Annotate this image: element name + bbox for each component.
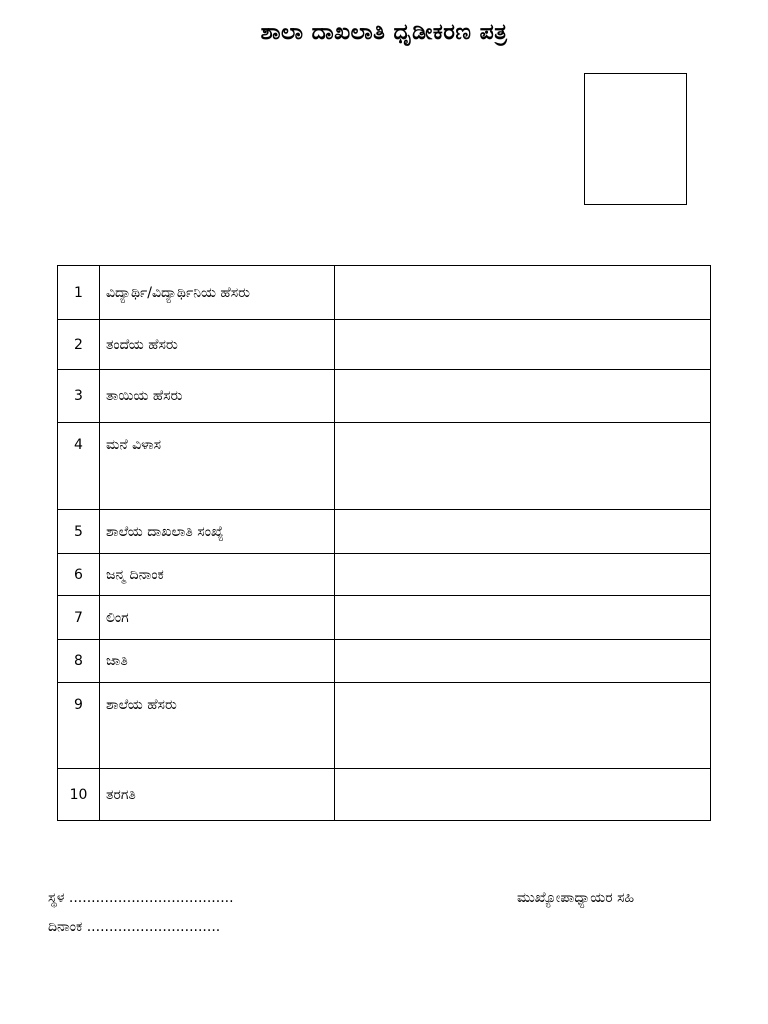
row-number: 9	[58, 683, 100, 769]
row-number: 7	[58, 596, 100, 640]
table-row	[58, 596, 711, 640]
row-value-field[interactable]	[335, 769, 711, 821]
row-number: 8	[58, 640, 100, 683]
table-row	[58, 266, 711, 320]
table-row	[58, 683, 711, 769]
photo-box	[584, 73, 687, 205]
row-value-field[interactable]	[335, 370, 711, 423]
row-number: 4	[58, 423, 100, 510]
row-label: ಜನ್ಮ ದಿನಾಂಕ	[100, 554, 335, 596]
row-number: 3	[58, 370, 100, 423]
table-row	[58, 554, 711, 596]
row-label: ಲಿಂಗ	[100, 596, 335, 640]
headmaster-signature-label: ಮುಖ್ಯೋಪಾಧ್ಯಾಯರ ಸಹಿ	[517, 890, 635, 906]
table-row	[58, 423, 711, 510]
row-value-field[interactable]	[335, 640, 711, 683]
row-value-field[interactable]	[335, 510, 711, 554]
details-table	[57, 265, 711, 821]
place-line: ಸ್ಥಳ .....................................	[48, 890, 234, 906]
row-number: 5	[58, 510, 100, 554]
row-number: 10	[58, 769, 100, 821]
row-label: ತಾಯಿಯ ಹೆಸರು	[100, 370, 335, 423]
row-label: ವಿದ್ಯಾರ್ಥಿ/ವಿದ್ಯಾರ್ಥಿನಿಯ ಹೆಸರು	[100, 266, 335, 320]
row-label: ತರಗತಿ	[100, 769, 335, 821]
row-value-field[interactable]	[335, 554, 711, 596]
page-title: ಶಾಲಾ ದಾಖಲಾತಿ ಧೃಡೀಕರಣ ಪತ್ರ	[260, 20, 508, 45]
row-label: ಶಾಲೆಯ ಹೆಸರು	[100, 683, 335, 769]
table-row	[58, 510, 711, 554]
table-row	[58, 640, 711, 683]
row-label: ಜಾತಿ	[100, 640, 335, 683]
table-row	[58, 769, 711, 821]
row-value-field[interactable]	[335, 683, 711, 769]
row-value-field[interactable]	[335, 320, 711, 370]
row-value-field[interactable]	[335, 266, 711, 320]
row-number: 1	[58, 266, 100, 320]
row-value-field[interactable]	[335, 423, 711, 510]
row-number: 2	[58, 320, 100, 370]
row-value-field[interactable]	[335, 596, 711, 640]
row-label: ಶಾಲೆಯ ದಾಖಲಾತಿ ಸಂಖ್ಯೆ	[100, 510, 335, 554]
table-row	[58, 370, 711, 423]
row-label: ತಂದೆಯ ಹೆಸರು	[100, 320, 335, 370]
row-number: 6	[58, 554, 100, 596]
row-label: ಮನೆ ವಿಳಾಸ	[100, 423, 335, 510]
table-row	[58, 320, 711, 370]
date-line: ದಿನಾಂಕ ..............................	[48, 919, 221, 935]
